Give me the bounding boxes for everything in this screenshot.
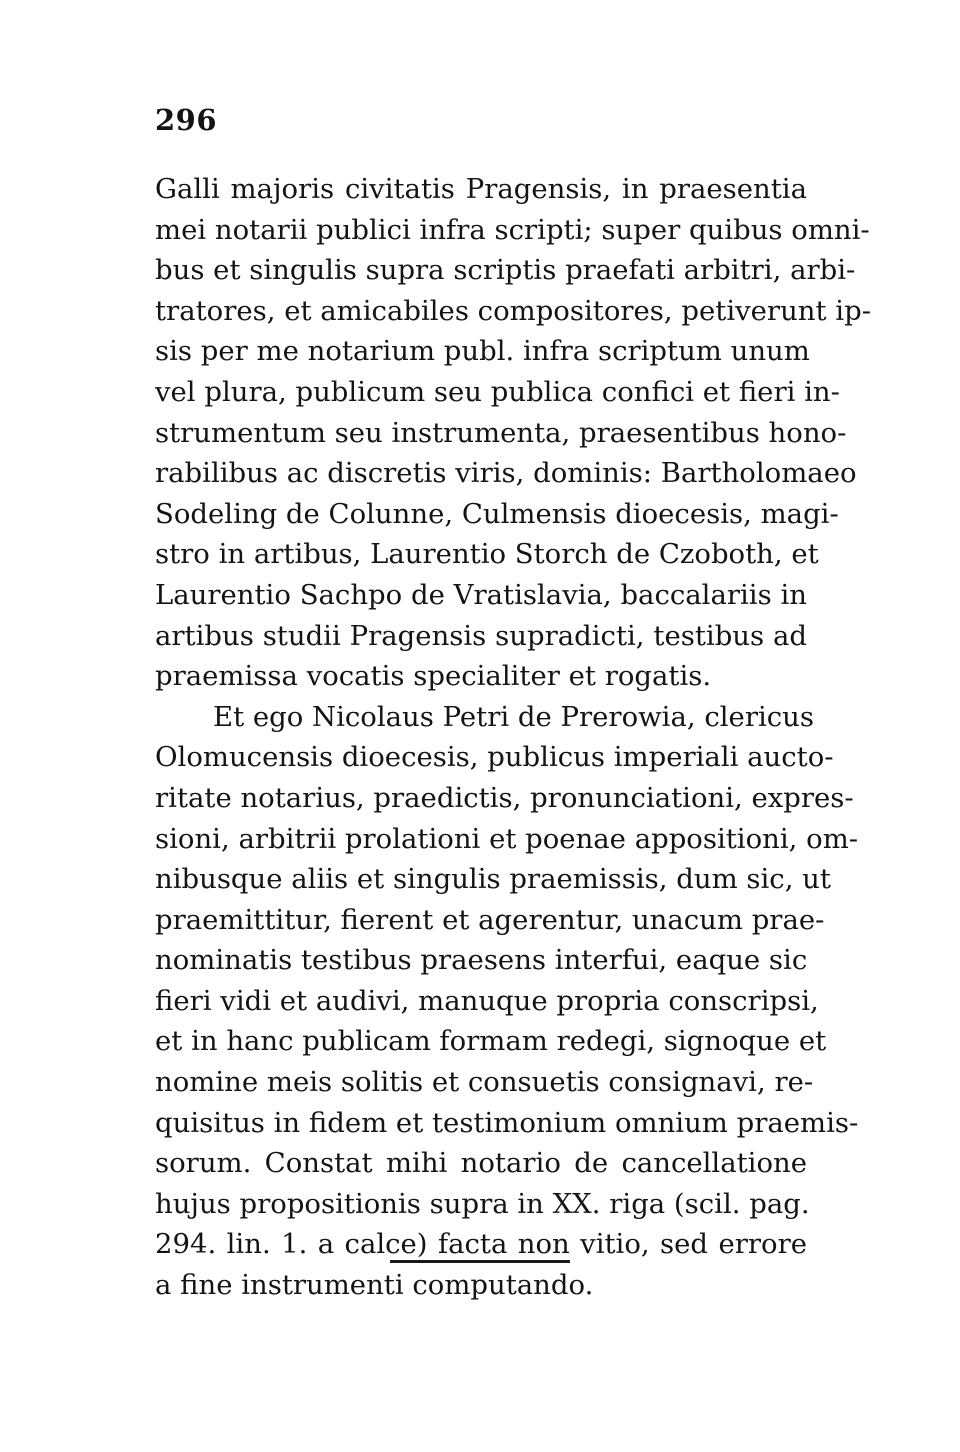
text-line: ritate notarius, praedictis, pronunciationi, expres- (155, 781, 854, 814)
paragraph-end-line: a fine instrumenti computando. (155, 1269, 594, 1302)
text-line: et in hanc publicam formam redegi, signoque et (155, 1025, 827, 1058)
paragraph-start-line: Et ego Nicolaus Petri de Prerowia, clericus (213, 700, 814, 733)
section-divider (390, 1260, 570, 1263)
text-line: tratores, et amicabiles compositores, petiverunt ip- (155, 294, 871, 327)
text-line: strumentum seu instrumenta, praesentibus hono- (155, 416, 847, 449)
text-line: nomine meis solitis et consuetis consignavi, re- (155, 1066, 814, 1099)
paragraph-end-line: praemissa vocatis specialiter et rogatis. (155, 660, 712, 693)
text-line: hujus propositionis supra in XX. riga (scil. pag. (155, 1187, 810, 1220)
text-line: nibusque aliis et singulis praemissis, dum sic, ut (155, 863, 831, 896)
text-line: Sodeling de Colunne, Culmensis dioecesis, magi- (155, 497, 839, 530)
page-number: 296 (155, 103, 218, 137)
text-line: Galli majoris civitatis Pragensis, in praesentia (155, 173, 807, 205)
text-line: rabilibus ac discretis viris, dominis: Bartholomaeo (155, 457, 857, 490)
text-line: quisitus in fidem et testimonium omnium praemis- (155, 1106, 859, 1139)
text-line: stro in artibus, Laurentio Storch de Czoboth, et (155, 538, 819, 571)
text-line: praemittitur, fierent et agerentur, unacum prae- (155, 903, 825, 936)
text-line: Olomucensis dioecesis, publicus imperiali aucto- (155, 741, 834, 774)
text-line: sis per me notarium publ. infra scriptum unum (155, 335, 810, 368)
text-line: 294. lin. 1. a calce) facta non vitio, sed errore (155, 1228, 807, 1261)
text-line: fieri vidi et audivi, manuque propria conscripsi, (155, 984, 819, 1017)
text-line: sioni, arbitrii prolationi et poenae appositioni, om- (155, 822, 859, 855)
text-line: vel plura, publicum seu publica confici et fieri in- (155, 375, 840, 408)
text-line: nominatis testibus praesens interfui, eaque sic (155, 944, 808, 977)
text-line: artibus studii Pragensis supradicti, testibus ad (155, 619, 807, 652)
text-line: bus et singulis supra scriptis praefati arbitri, arbi- (155, 254, 856, 287)
body-text (155, 169, 871, 1306)
text-line: sorum. Constat mihi notario de cancellatione (155, 1147, 807, 1180)
text-line: mei notarii publici infra scripti; super quibus omni- (155, 213, 870, 246)
text-line: Laurentio Sachpo de Vratislavia, baccalariis in (155, 578, 807, 611)
